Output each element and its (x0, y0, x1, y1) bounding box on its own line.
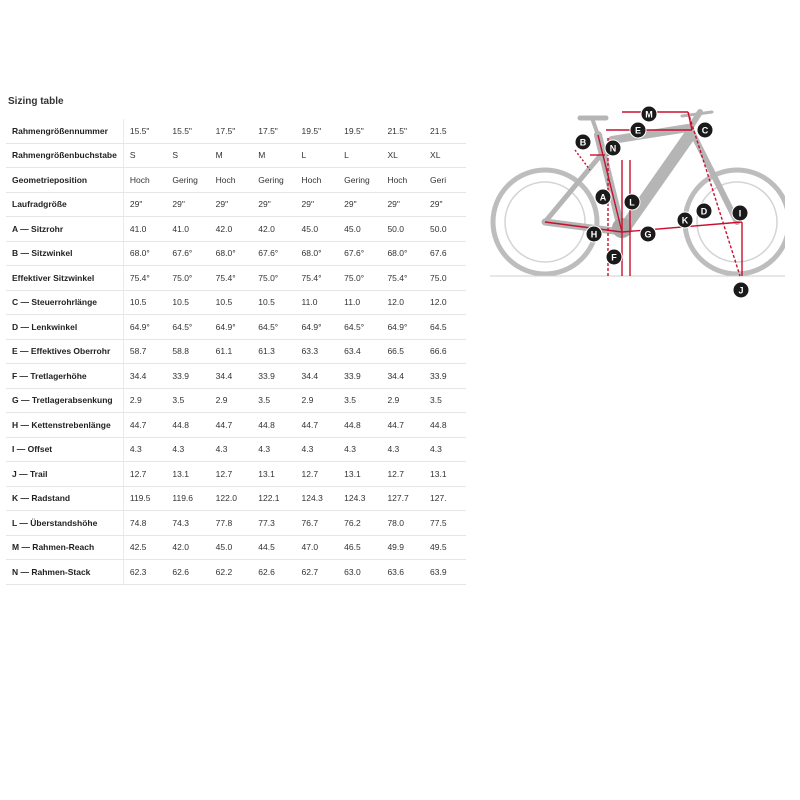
table-cell: 19.5" (296, 119, 339, 143)
table-cell: Gering (338, 168, 381, 193)
table-cell: 67.6° (252, 241, 295, 266)
table-cell: 45.0 (296, 217, 339, 242)
table-cell: 75.4° (296, 266, 339, 291)
marker-m (641, 106, 657, 122)
table-cell: 42.0 (252, 217, 295, 242)
table-cell: 67.6° (166, 241, 209, 266)
table-cell: 3.5 (252, 388, 295, 413)
table-cell: 78.0 (381, 511, 424, 536)
row-label: J — Trail (6, 462, 123, 487)
table-cell: 4.3 (166, 437, 209, 462)
row-label: Geometrieposition (6, 168, 123, 193)
table-cell: 63.3 (296, 339, 339, 364)
table-row (6, 119, 466, 143)
table-cell: 75.4° (210, 266, 253, 291)
table-cell: M (252, 143, 295, 168)
table-cell: 34.4 (381, 364, 424, 389)
marker-l (624, 194, 640, 210)
table-cell: 119.5 (123, 486, 166, 511)
marker-label-l: L (629, 197, 635, 208)
table-cell: 29" (252, 192, 295, 217)
table-cell: 33.9 (166, 364, 209, 389)
table-cell: 75.4° (381, 266, 424, 291)
table-cell: 12.0 (381, 290, 424, 315)
bike-geometry-diagram (485, 100, 785, 300)
table-row (6, 535, 466, 560)
table-cell: 49.5 (424, 535, 466, 560)
table-row (6, 192, 466, 217)
table-row (6, 388, 466, 413)
table-cell: M (210, 143, 253, 168)
marker-label-n: N (609, 143, 617, 154)
table-row (6, 486, 466, 511)
table-cell: 29" (338, 192, 381, 217)
table-cell: 11.0 (296, 290, 339, 315)
table-cell: 12.7 (123, 462, 166, 487)
table-row (6, 290, 466, 315)
marker-e (630, 122, 646, 138)
table-cell: 76.7 (296, 511, 339, 536)
table-row (6, 241, 466, 266)
marker-k (677, 212, 693, 228)
marker-a (595, 189, 611, 205)
table-cell: 64.5 (424, 315, 466, 340)
table-cell: 64.9° (210, 315, 253, 340)
table-cell: 45.0 (210, 535, 253, 560)
table-cell: 74.8 (123, 511, 166, 536)
table-cell: 62.6 (166, 560, 209, 585)
table-cell: 13.1 (424, 462, 466, 487)
row-label: Laufradgröße (6, 192, 123, 217)
table-cell: 44.7 (381, 413, 424, 438)
table-cell: 17.5" (252, 119, 295, 143)
table-cell: 33.9 (252, 364, 295, 389)
table-cell: 10.5 (166, 290, 209, 315)
table-cell: 127. (424, 486, 466, 511)
table-cell: 68.0° (210, 241, 253, 266)
table-cell: S (123, 143, 166, 168)
table-cell: 45.0 (338, 217, 381, 242)
table-cell: 41.0 (166, 217, 209, 242)
row-label: C — Steuerrohrlänge (6, 290, 123, 315)
table-cell: 4.3 (338, 437, 381, 462)
row-label: L — Überstandshöhe (6, 511, 123, 536)
table-cell: Hoch (123, 168, 166, 193)
table-cell: 29" (424, 192, 466, 217)
table-cell: S (166, 143, 209, 168)
table-cell: 3.5 (166, 388, 209, 413)
marker-d (696, 203, 712, 219)
table-cell: 33.9 (338, 364, 381, 389)
table-cell: 122.0 (210, 486, 253, 511)
table-cell: 42.0 (166, 535, 209, 560)
table-cell: 3.5 (338, 388, 381, 413)
table-cell: 64.5° (338, 315, 381, 340)
table-cell: 4.3 (296, 437, 339, 462)
table-cell: 64.5° (252, 315, 295, 340)
table-cell: 2.9 (381, 388, 424, 413)
table-cell: 11.0 (338, 290, 381, 315)
marker-label-j: J (738, 285, 744, 296)
row-label: Rahmengrößenbuchstabe (6, 143, 123, 168)
table-cell: 58.8 (166, 339, 209, 364)
table-cell: 62.2 (210, 560, 253, 585)
marker-label-g: G (644, 229, 652, 240)
table-cell: 42.5 (123, 535, 166, 560)
table-cell: 33.9 (424, 364, 466, 389)
table-cell: L (296, 143, 339, 168)
table-cell: 124.3 (296, 486, 339, 511)
marker-h (586, 226, 602, 242)
table-cell: 44.7 (296, 413, 339, 438)
table-cell: 75.0 (424, 266, 466, 291)
table-cell: 68.0° (381, 241, 424, 266)
table-cell: 63.0 (338, 560, 381, 585)
row-label: N — Rahmen-Stack (6, 560, 123, 585)
table-cell: 61.1 (210, 339, 253, 364)
marker-label-e: E (634, 125, 642, 136)
table-row (6, 217, 466, 242)
table-row (6, 560, 466, 585)
table-cell: Hoch (296, 168, 339, 193)
row-label: Rahmengrößennummer (6, 119, 123, 143)
table-cell: 44.7 (210, 413, 253, 438)
table-cell: 77.5 (424, 511, 466, 536)
table-cell: 74.3 (166, 511, 209, 536)
marker-f (606, 249, 622, 265)
table-cell: 119.6 (166, 486, 209, 511)
table-cell: 3.5 (424, 388, 466, 413)
marker-label-d: D (700, 206, 708, 217)
table-cell: L (338, 143, 381, 168)
table-cell: Gering (166, 168, 209, 193)
table-row (6, 339, 466, 364)
row-label: Effektiver Sitzwinkel (6, 266, 123, 291)
table-cell: 62.3 (123, 560, 166, 585)
table-cell: 2.9 (210, 388, 253, 413)
table-cell: 21.5 (424, 119, 466, 143)
table-cell: 44.7 (123, 413, 166, 438)
row-label: G — Tretlagerabsenkung (6, 388, 123, 413)
table-cell: 64.5° (166, 315, 209, 340)
marker-label-m: M (645, 109, 653, 120)
table-cell: 63.6 (381, 560, 424, 585)
table-row (6, 266, 466, 291)
table-cell: 13.1 (252, 462, 295, 487)
table-cell: 4.3 (252, 437, 295, 462)
table-cell: 4.3 (381, 437, 424, 462)
table-cell: 77.8 (210, 511, 253, 536)
table-cell: 2.9 (123, 388, 166, 413)
table-row (6, 315, 466, 340)
table-row (6, 511, 466, 536)
table-cell: 12.7 (296, 462, 339, 487)
table-cell: 44.8 (252, 413, 295, 438)
table-cell: 75.0° (252, 266, 295, 291)
table-cell: 34.4 (123, 364, 166, 389)
table-cell: 4.3 (424, 437, 466, 462)
table-cell: 29" (210, 192, 253, 217)
table-cell: 15.5" (123, 119, 166, 143)
table-row (6, 462, 466, 487)
sizing-table (6, 119, 466, 585)
table-cell: 12.7 (210, 462, 253, 487)
table-row (6, 364, 466, 389)
table-cell: 46.5 (338, 535, 381, 560)
marker-label-f: F (611, 252, 617, 263)
table-cell: 29" (166, 192, 209, 217)
table-cell: 44.5 (252, 535, 295, 560)
table-cell: 29" (381, 192, 424, 217)
table-cell: 122.1 (252, 486, 295, 511)
table-cell: Hoch (381, 168, 424, 193)
table-cell: 13.1 (338, 462, 381, 487)
table-cell: 77.3 (252, 511, 295, 536)
table-cell: Geri (424, 168, 466, 193)
table-cell: 75.0° (166, 266, 209, 291)
table-cell: 66.6 (424, 339, 466, 364)
table-cell: 50.0 (381, 217, 424, 242)
table-cell: Gering (252, 168, 295, 193)
marker-label-a: A (599, 192, 607, 203)
table-row (6, 413, 466, 438)
table-cell: 34.4 (296, 364, 339, 389)
table-cell: 68.0° (123, 241, 166, 266)
table-cell: 47.0 (296, 535, 339, 560)
table-cell: 58.7 (123, 339, 166, 364)
table-cell: 12.0 (424, 290, 466, 315)
row-label: A — Sitzrohr (6, 217, 123, 242)
table-cell: 44.8 (424, 413, 466, 438)
table-cell: Hoch (210, 168, 253, 193)
marker-g (640, 226, 656, 242)
table-cell: 41.0 (123, 217, 166, 242)
marker-j (733, 282, 749, 298)
marker-c (697, 122, 713, 138)
sizing-table-container (6, 119, 466, 585)
table-cell: 76.2 (338, 511, 381, 536)
table-cell: 64.9° (381, 315, 424, 340)
table-row (6, 168, 466, 193)
table-cell: 4.3 (210, 437, 253, 462)
table-cell: 62.6 (252, 560, 295, 585)
row-label: K — Radstand (6, 486, 123, 511)
table-cell: 29" (123, 192, 166, 217)
table-cell: 10.5 (252, 290, 295, 315)
table-cell: 34.4 (210, 364, 253, 389)
table-cell: 13.1 (166, 462, 209, 487)
table-cell: 21.5" (381, 119, 424, 143)
marker-b (575, 134, 591, 150)
table-cell: 61.3 (252, 339, 295, 364)
table-cell: 68.0° (296, 241, 339, 266)
table-cell: XL (381, 143, 424, 168)
table-cell: 75.0° (338, 266, 381, 291)
table-row (6, 437, 466, 462)
marker-label-h: H (590, 229, 598, 240)
marker-n (605, 140, 621, 156)
table-cell: 124.3 (338, 486, 381, 511)
table-cell: 42.0 (210, 217, 253, 242)
table-cell: 67.6 (424, 241, 466, 266)
table-row (6, 143, 466, 168)
table-cell: 49.9 (381, 535, 424, 560)
table-cell: 75.4° (123, 266, 166, 291)
page-title: Sizing table (8, 96, 64, 107)
table-cell: 4.3 (123, 437, 166, 462)
table-cell: XL (424, 143, 466, 168)
row-label: B — Sitzwinkel (6, 241, 123, 266)
table-cell: 10.5 (123, 290, 166, 315)
table-cell: 63.4 (338, 339, 381, 364)
marker-label-c: C (701, 125, 709, 136)
table-cell: 44.8 (166, 413, 209, 438)
table-cell: 62.7 (296, 560, 339, 585)
marker-label-i: I (738, 208, 742, 219)
table-cell: 15.5" (166, 119, 209, 143)
table-cell: 66.5 (381, 339, 424, 364)
table-cell: 19.5" (338, 119, 381, 143)
row-label: E — Effektives Oberrohr (6, 339, 123, 364)
marker-i (732, 205, 748, 221)
row-label: M — Rahmen-Reach (6, 535, 123, 560)
table-cell: 127.7 (381, 486, 424, 511)
row-label: F — Tretlagerhöhe (6, 364, 123, 389)
table-cell: 44.8 (338, 413, 381, 438)
table-cell: 17.5" (210, 119, 253, 143)
table-cell: 63.9 (424, 560, 466, 585)
table-cell: 2.9 (296, 388, 339, 413)
table-cell: 12.7 (381, 462, 424, 487)
table-cell: 67.6° (338, 241, 381, 266)
table-cell: 10.5 (210, 290, 253, 315)
row-label: D — Lenkwinkel (6, 315, 123, 340)
table-cell: 64.9° (123, 315, 166, 340)
table-cell: 50.0 (424, 217, 466, 242)
marker-label-k: K (681, 215, 689, 226)
marker-label-b: B (579, 137, 587, 148)
row-label: I — Offset (6, 437, 123, 462)
table-cell: 64.9° (296, 315, 339, 340)
table-cell: 29" (296, 192, 339, 217)
row-label: H — Kettenstrebenlänge (6, 413, 123, 438)
